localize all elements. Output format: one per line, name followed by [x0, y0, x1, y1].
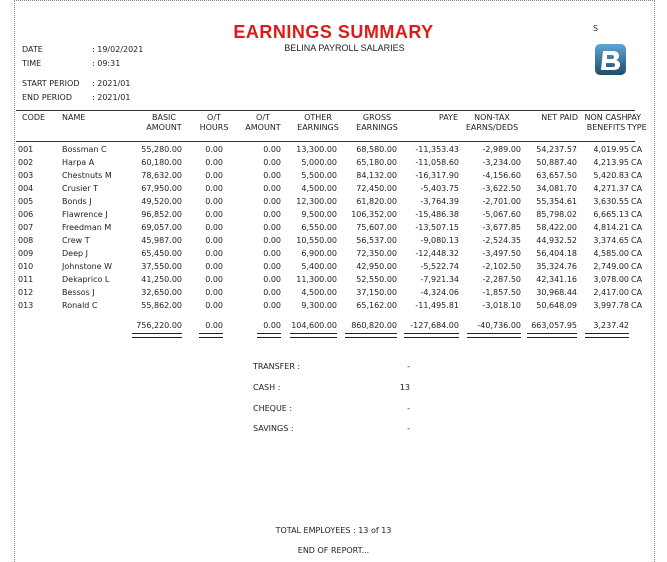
- cell-basic-amount: 96,852.00: [141, 210, 182, 219]
- cell-non-cash-benefits: 3,078.00: [593, 275, 629, 284]
- cell-other-earnings: 13,300.00: [296, 145, 337, 154]
- cell-non-cash-benefits: 4,585.00: [593, 249, 629, 258]
- col-header-line: NAME: [62, 113, 86, 122]
- cash-label: CASH :: [253, 383, 281, 392]
- cell-ot-hours: 0.00: [205, 145, 223, 154]
- cell-basic-amount: 41,250.00: [141, 275, 182, 284]
- cell-pay-type: CA: [631, 275, 643, 284]
- cell-code: 011: [18, 275, 34, 284]
- cell-basic-amount: 67,950.00: [141, 184, 182, 193]
- end-of-report: END OF REPORT...: [297, 546, 370, 555]
- total-underline: [585, 333, 629, 338]
- cell-non-tax: -2,989.00: [482, 145, 521, 154]
- cell-non-tax: -2,102.50: [482, 262, 521, 271]
- cell-gross-earnings: 56,537.00: [356, 236, 397, 245]
- col-header-line: PAYE: [438, 113, 458, 122]
- cell-pay-type: CA: [631, 158, 643, 167]
- cell-pay-type: CA: [631, 301, 643, 310]
- cell-ot-hours: 0.00: [205, 262, 223, 271]
- cell-ot-amount: 0.00: [263, 262, 281, 271]
- header-top-rule: [16, 110, 635, 111]
- cell-non-tax: -3,677.85: [482, 223, 521, 232]
- col-header-line: AMOUNT: [245, 123, 281, 132]
- cell-paye: -7,921.34: [420, 275, 459, 284]
- cell-paye: -3,764.39: [420, 197, 459, 206]
- cell-pay-type: CA: [631, 223, 643, 232]
- col-header-code: [22, 113, 52, 123]
- cell-net-paid: 30,968.44: [536, 288, 577, 297]
- cell-code: 008: [18, 236, 34, 245]
- cell-net-paid: 50,648.09: [536, 301, 577, 310]
- belina-logo-icon: [594, 43, 627, 76]
- cell-name: Freedman M: [62, 223, 112, 232]
- col-header-ot-amount: [240, 113, 286, 133]
- total-underline: [132, 333, 182, 338]
- cell-ot-amount: 0.00: [263, 236, 281, 245]
- cell-paye: -11,495.81: [415, 301, 459, 310]
- cell-ot-hours: 0.00: [205, 275, 223, 284]
- cell-non-tax: -3,018.10: [482, 301, 521, 310]
- total-basic-amount: 756,220.00: [136, 321, 182, 330]
- cell-paye: -9,080.13: [420, 236, 459, 245]
- cell-other-earnings: 4,500.00: [301, 288, 337, 297]
- cell-pay-type: CA: [631, 288, 643, 297]
- cell-name: Dekaprico L: [62, 275, 110, 284]
- cheque-label: CHEQUE :: [253, 404, 293, 413]
- cell-non-cash-benefits: 4,814.21: [593, 223, 629, 232]
- cell-ot-hours: 0.00: [205, 236, 223, 245]
- cell-paye: -11,353.43: [415, 145, 459, 154]
- cell-name: Bossman C: [62, 145, 107, 154]
- cell-pay-type: CA: [631, 197, 643, 206]
- cell-net-paid: 50,887.40: [536, 158, 577, 167]
- cell-code: 013: [18, 301, 34, 310]
- col-header-line: NON-TAX: [474, 113, 510, 122]
- cell-net-paid: 58,422.00: [536, 223, 577, 232]
- total-other-earnings: 104,600.00: [291, 321, 337, 330]
- cell-pay-type: CA: [631, 171, 643, 180]
- col-header-non-tax: [460, 113, 524, 133]
- cell-code: 004: [18, 184, 34, 193]
- cell-pay-type: CA: [631, 184, 643, 193]
- cell-name: Harpa A: [62, 158, 95, 167]
- cell-ot-amount: 0.00: [263, 197, 281, 206]
- cell-non-cash-benefits: 3,374.65: [593, 236, 629, 245]
- col-header-line: NON CASH: [584, 113, 628, 122]
- col-header-gross-earnings: [354, 113, 400, 133]
- col-header-line: EARNINGS: [356, 123, 398, 132]
- cell-ot-hours: 0.00: [205, 301, 223, 310]
- cell-other-earnings: 10,550.00: [296, 236, 337, 245]
- col-header-line: EARNS/DEDS: [465, 123, 519, 132]
- cell-paye: -5,522.74: [420, 262, 459, 271]
- total-underline: [467, 333, 521, 338]
- cell-code: 010: [18, 262, 34, 271]
- end-period-value: : 2021/01: [92, 93, 131, 102]
- cell-ot-hours: 0.00: [205, 158, 223, 167]
- cell-code: 012: [18, 288, 34, 297]
- transfer-value: -: [407, 362, 410, 371]
- total-gross-earnings: 860,820.00: [351, 321, 397, 330]
- col-header-line: EARNINGS: [297, 123, 339, 132]
- cell-ot-amount: 0.00: [263, 184, 281, 193]
- cell-name: Flawrence J: [62, 210, 108, 219]
- cell-non-tax: -5,067.60: [482, 210, 521, 219]
- cell-non-cash-benefits: 3,997.78: [593, 301, 629, 310]
- savings-label: SAVINGS :: [253, 424, 294, 433]
- total-underline: [257, 333, 281, 338]
- cell-basic-amount: 78,632.00: [141, 171, 182, 180]
- total-net-paid: 663,057.95: [531, 321, 577, 330]
- cell-name: Johnstone W: [62, 262, 113, 271]
- cell-non-cash-benefits: 2,417.00: [593, 288, 629, 297]
- header-bottom-rule: [16, 141, 635, 142]
- cell-pay-type: CA: [631, 249, 643, 258]
- cell-pay-type: CA: [631, 210, 643, 219]
- cell-non-cash-benefits: 4,271.37: [593, 184, 629, 193]
- cell-basic-amount: 60,180.00: [141, 158, 182, 167]
- total-ot-amount: 0.00: [263, 321, 281, 330]
- cell-ot-hours: 0.00: [205, 184, 223, 193]
- total-underline: [345, 333, 397, 338]
- cell-name: Bessos J: [62, 288, 95, 297]
- cell-non-cash-benefits: 2,749.00: [593, 262, 629, 271]
- cell-other-earnings: 12,300.00: [296, 197, 337, 206]
- cell-ot-amount: 0.00: [263, 145, 281, 154]
- cell-ot-amount: 0.00: [263, 288, 281, 297]
- cell-code: 005: [18, 197, 34, 206]
- cell-other-earnings: 5,500.00: [301, 171, 337, 180]
- col-header-net-paid: [534, 113, 578, 123]
- col-header-line: BASIC: [152, 113, 176, 122]
- cell-name: Chestnuts M: [62, 171, 112, 180]
- cell-gross-earnings: 37,150.00: [356, 288, 397, 297]
- cell-paye: -15,486.38: [415, 210, 459, 219]
- cell-paye: -13,507.15: [415, 223, 459, 232]
- cell-net-paid: 85,798.02: [536, 210, 577, 219]
- cell-ot-amount: 0.00: [263, 158, 281, 167]
- cell-code: 003: [18, 171, 34, 180]
- cell-basic-amount: 65,450.00: [141, 249, 182, 258]
- cell-non-cash-benefits: 3,630.55: [593, 197, 629, 206]
- cell-other-earnings: 5,000.00: [301, 158, 337, 167]
- total-underline: [199, 333, 223, 338]
- cell-ot-amount: 0.00: [263, 275, 281, 284]
- total-non-tax: -40,736.00: [477, 321, 521, 330]
- cell-ot-amount: 0.00: [263, 171, 281, 180]
- cell-ot-amount: 0.00: [263, 249, 281, 258]
- start-period-value: : 2021/01: [92, 79, 131, 88]
- cell-basic-amount: 45,987.00: [141, 236, 182, 245]
- col-header-paye: [422, 113, 458, 123]
- cell-name: Deep J: [62, 249, 88, 258]
- cell-gross-earnings: 84,132.00: [356, 171, 397, 180]
- cell-paye: -16,317.90: [415, 171, 459, 180]
- col-header-pay-type: [627, 113, 651, 133]
- cell-basic-amount: 32,650.00: [141, 288, 182, 297]
- cell-other-earnings: 9,500.00: [301, 210, 337, 219]
- cell-name: Bonds J: [62, 197, 92, 206]
- cash-value: 13: [399, 383, 410, 392]
- cell-code: 001: [18, 145, 34, 154]
- col-header-non-cash-benefits: [581, 113, 631, 133]
- cell-pay-type: CA: [631, 236, 643, 245]
- cell-net-paid: 34,081.70: [536, 184, 577, 193]
- cell-non-tax: -2,701.00: [482, 197, 521, 206]
- corner-mark: S: [593, 24, 599, 33]
- cell-ot-hours: 0.00: [205, 223, 223, 232]
- col-header-line: OTHER: [304, 113, 332, 122]
- time-label: TIME: [22, 59, 42, 68]
- total-non-cash-benefits: 3,237.42: [593, 321, 629, 330]
- col-header-line: CODE: [22, 113, 46, 122]
- cell-paye: -12,448.32: [415, 249, 459, 258]
- cell-code: 002: [18, 158, 34, 167]
- cell-ot-amount: 0.00: [263, 301, 281, 310]
- cell-ot-hours: 0.00: [205, 249, 223, 258]
- cell-name: Crew T: [62, 236, 90, 245]
- cell-non-tax: -3,234.00: [482, 158, 521, 167]
- cell-gross-earnings: 61,820.00: [356, 197, 397, 206]
- report-title: EARNINGS SUMMARY: [233, 22, 434, 42]
- cell-gross-earnings: 75,607.00: [356, 223, 397, 232]
- cell-name: Crusier T: [62, 184, 98, 193]
- total-underline: [404, 333, 459, 338]
- cell-gross-earnings: 72,350.00: [356, 249, 397, 258]
- total-employees: TOTAL EMPLOYEES : 13 of 13: [275, 526, 392, 535]
- cell-pay-type: CA: [631, 145, 643, 154]
- col-header-line: TYPE: [627, 123, 647, 132]
- cell-gross-earnings: 72,450.00: [356, 184, 397, 193]
- cell-basic-amount: 69,057.00: [141, 223, 182, 232]
- cell-net-paid: 63,657.50: [536, 171, 577, 180]
- total-ot-hours: 0.00: [205, 321, 223, 330]
- cell-net-paid: 56,404.18: [536, 249, 577, 258]
- cell-ot-amount: 0.00: [263, 210, 281, 219]
- cheque-value: -: [407, 404, 410, 413]
- cell-non-tax: -2,287.50: [482, 275, 521, 284]
- cell-gross-earnings: 42,950.00: [356, 262, 397, 271]
- col-header-line: HOURS: [199, 123, 229, 132]
- col-header-basic-amount: [140, 113, 188, 133]
- col-header-line: BENEFITS: [586, 123, 626, 132]
- time-value: : 09:31: [92, 59, 121, 68]
- cell-gross-earnings: 65,162.00: [356, 301, 397, 310]
- report-subtitle: BELINA PAYROLL SALARIES: [284, 43, 405, 53]
- cell-basic-amount: 37,550.00: [141, 262, 182, 271]
- cell-name: Ronald C: [62, 301, 98, 310]
- col-header-ot-hours: [196, 113, 232, 133]
- col-header-line: GROSS: [362, 113, 392, 122]
- savings-value: -: [407, 424, 410, 433]
- cell-basic-amount: 55,862.00: [141, 301, 182, 310]
- cell-net-paid: 44,932.52: [536, 236, 577, 245]
- cell-other-earnings: 4,500.00: [301, 184, 337, 193]
- cell-pay-type: CA: [631, 262, 643, 271]
- cell-non-tax: -4,156.60: [482, 171, 521, 180]
- cell-other-earnings: 6,550.00: [301, 223, 337, 232]
- cell-ot-hours: 0.00: [205, 171, 223, 180]
- date-label: DATE: [22, 45, 43, 54]
- cell-paye: -5,403.75: [420, 184, 459, 193]
- cell-net-paid: 35,324.76: [536, 262, 577, 271]
- cell-gross-earnings: 68,580.00: [356, 145, 397, 154]
- cell-non-cash-benefits: 4,019.95: [593, 145, 629, 154]
- end-period-label: END PERIOD: [22, 93, 72, 102]
- total-underline: [290, 333, 337, 338]
- cell-non-cash-benefits: 5,420.83: [593, 171, 629, 180]
- cell-non-tax: -3,497.50: [482, 249, 521, 258]
- col-header-line: O/T: [256, 113, 270, 122]
- cell-other-earnings: 11,300.00: [296, 275, 337, 284]
- cell-ot-hours: 0.00: [205, 288, 223, 297]
- cell-net-paid: 54,237.57: [536, 145, 577, 154]
- cell-non-tax: -3,622.50: [482, 184, 521, 193]
- cell-code: 007: [18, 223, 34, 232]
- cell-paye: -11,058.60: [415, 158, 459, 167]
- start-period-label: START PERIOD: [22, 79, 80, 88]
- col-header-line: AMOUNT: [146, 123, 182, 132]
- cell-gross-earnings: 65,180.00: [356, 158, 397, 167]
- cell-ot-amount: 0.00: [263, 223, 281, 232]
- cell-gross-earnings: 52,550.00: [356, 275, 397, 284]
- cell-net-paid: 42,341.16: [536, 275, 577, 284]
- cell-basic-amount: 55,280.00: [141, 145, 182, 154]
- total-paye: -127,684.00: [410, 321, 459, 330]
- col-header-line: PAY: [627, 113, 642, 122]
- col-header-other-earnings: [294, 113, 342, 133]
- cell-other-earnings: 9,300.00: [301, 301, 337, 310]
- cell-non-tax: -2,524.35: [482, 236, 521, 245]
- cell-net-paid: 55,354.61: [536, 197, 577, 206]
- cell-other-earnings: 5,400.00: [301, 262, 337, 271]
- date-value: : 19/02/2021: [92, 45, 144, 54]
- cell-ot-hours: 0.00: [205, 210, 223, 219]
- transfer-label: TRANSFER :: [253, 362, 301, 371]
- cell-non-cash-benefits: 6,665.13: [593, 210, 629, 219]
- col-header-line: NET PAID: [541, 113, 578, 122]
- col-header-line: O/T: [207, 113, 221, 122]
- cell-other-earnings: 6,900.00: [301, 249, 337, 258]
- cell-code: 009: [18, 249, 34, 258]
- cell-gross-earnings: 106,352.00: [351, 210, 397, 219]
- cell-non-cash-benefits: 4,213.95: [593, 158, 629, 167]
- cell-code: 006: [18, 210, 34, 219]
- cell-ot-hours: 0.00: [205, 197, 223, 206]
- cell-non-tax: -1,857.50: [482, 288, 521, 297]
- total-underline: [527, 333, 577, 338]
- cell-basic-amount: 49,520.00: [141, 197, 182, 206]
- cell-paye: -4,324.06: [420, 288, 459, 297]
- col-header-name: [62, 113, 102, 123]
